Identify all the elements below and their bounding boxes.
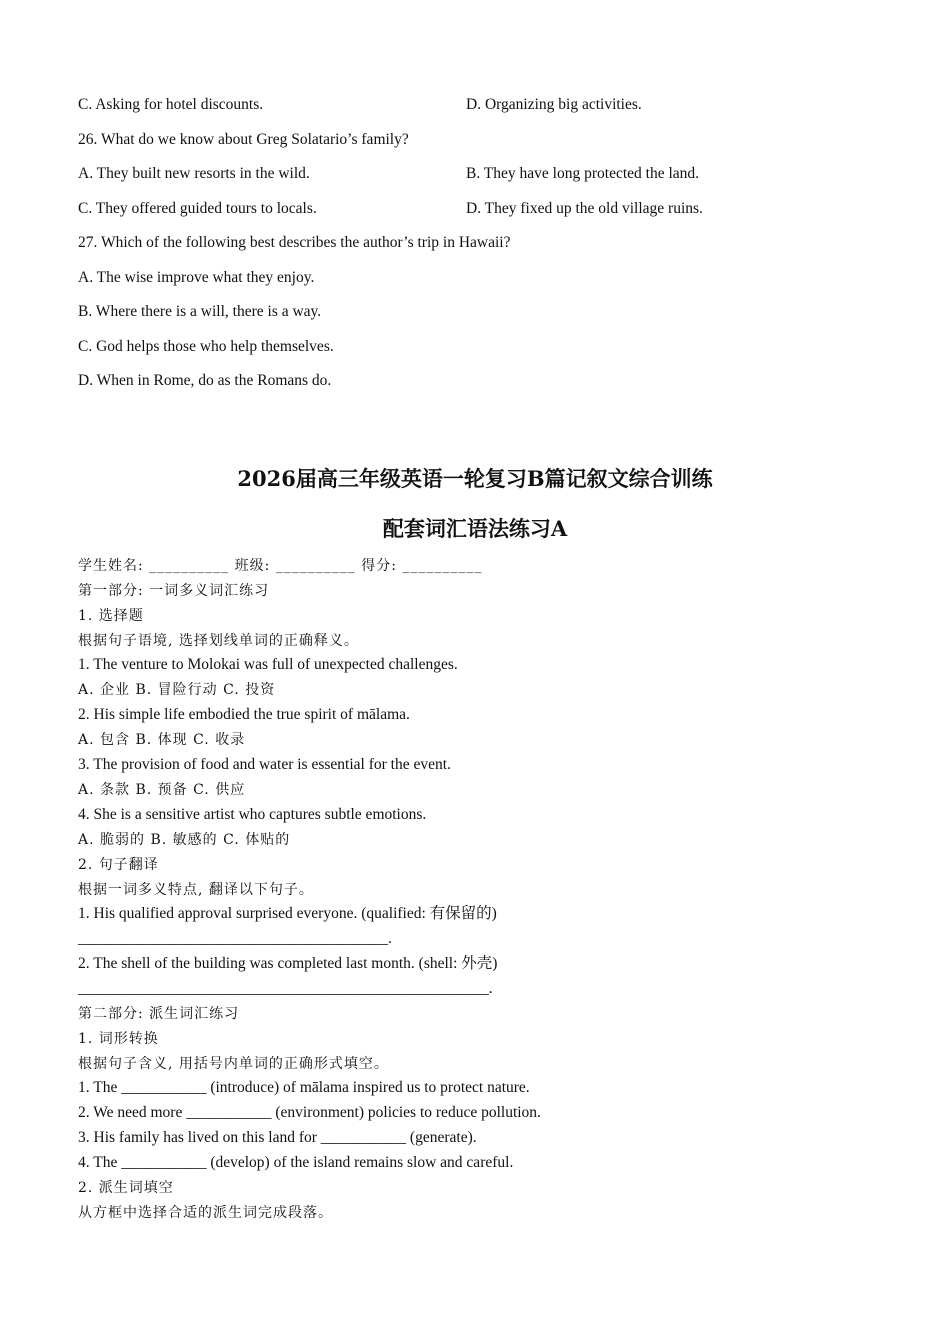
- translation-answer-blank-2: _____________________________________________________.: [78, 980, 493, 997]
- document-subtitle: 配套词汇语法练习A: [382, 516, 568, 541]
- part1-heading: 第一部分: 一词多义词汇练习: [78, 583, 270, 599]
- fill-blank-2: 2. We need more ___________ (environment) policies to reduce pollution.: [78, 1104, 541, 1121]
- vocab-question: 1. The venture to Molokai was full of unexpected challenges.: [78, 656, 458, 673]
- part2-section2-instructions: 从方框中选择合适的派生词完成段落。: [78, 1205, 333, 1221]
- part1-section1-title: 1. 选择题: [78, 608, 144, 624]
- vocab-question: 2. His simple life embodied the true spirit of mālama.: [78, 706, 410, 723]
- option-27-d: D. When in Rome, do as the Romans do.: [78, 372, 332, 389]
- vocab-question: 3. The provision of food and water is essential for the event.: [78, 756, 451, 773]
- part2-section2-title: 2. 派生词填空: [78, 1180, 174, 1196]
- fill-blank-4: 4. The ___________ (develop) of the island remains slow and careful.: [78, 1154, 514, 1171]
- part2-section1-instructions: 根据句子含义, 用括号内单词的正确形式填空。: [78, 1056, 389, 1072]
- student-info-line: 学生姓名: __________ 班级: __________ 得分: __________: [78, 558, 483, 574]
- vocab-options: A. 包含 B. 体现 C. 收录: [78, 732, 246, 748]
- part1-section1-instructions: 根据句子语境, 选择划线单词的正确释义。: [78, 633, 359, 649]
- document-title: 2026届高三年级英语一轮复习B篇记叙文综合训练: [237, 466, 713, 491]
- translation-sentence-2: 2. The shell of the building was completed last month. (shell: 外壳): [78, 955, 498, 972]
- translation-answer-blank-1: ________________________________________.: [78, 930, 392, 947]
- option-25-d: D. Organizing big activities.: [466, 96, 642, 113]
- vocab-options: A. 脆弱的 B. 敏感的 C. 体贴的: [78, 832, 291, 848]
- option-26-a: A. They built new resorts in the wild.: [78, 165, 310, 182]
- vocab-options: A. 条款 B. 预备 C. 供应: [78, 782, 246, 798]
- fill-blank-1: 1. The ___________ (introduce) of mālama inspired us to protect nature.: [78, 1079, 530, 1096]
- part1-section2-title: 2. 句子翻译: [78, 857, 159, 873]
- option-26-d: D. They fixed up the old village ruins.: [466, 200, 703, 217]
- fill-blank-3: 3. His family has lived on this land for ___________ (generate).: [78, 1129, 477, 1146]
- translation-sentence-1: 1. His qualified approval surprised everyone. (qualified: 有保留的): [78, 905, 497, 922]
- option-26-c: C. They offered guided tours to locals.: [78, 200, 317, 217]
- vocab-question: 4. She is a sensitive artist who captures subtle emotions.: [78, 806, 427, 823]
- part2-section1-title: 1. 词形转换: [78, 1031, 159, 1047]
- option-27-a: A. The wise improve what they enjoy.: [78, 269, 315, 286]
- option-27-b: B. Where there is a will, there is a way.: [78, 303, 322, 320]
- question-27: 27. Which of the following best describes the author’s trip in Hawaii?: [78, 234, 511, 251]
- vocab-options: A. 企业 B. 冒险行动 C. 投资: [78, 682, 276, 698]
- part1-section2-instructions: 根据一词多义特点, 翻译以下句子。: [78, 882, 314, 898]
- option-27-c: C. God helps those who help themselves.: [78, 338, 334, 355]
- option-25-c: C. Asking for hotel discounts.: [78, 96, 264, 113]
- option-26-b: B. They have long protected the land.: [466, 165, 700, 182]
- part2-heading: 第二部分: 派生词汇练习: [78, 1006, 240, 1022]
- question-26: 26. What do we know about Greg Solatario’s family?: [78, 131, 409, 148]
